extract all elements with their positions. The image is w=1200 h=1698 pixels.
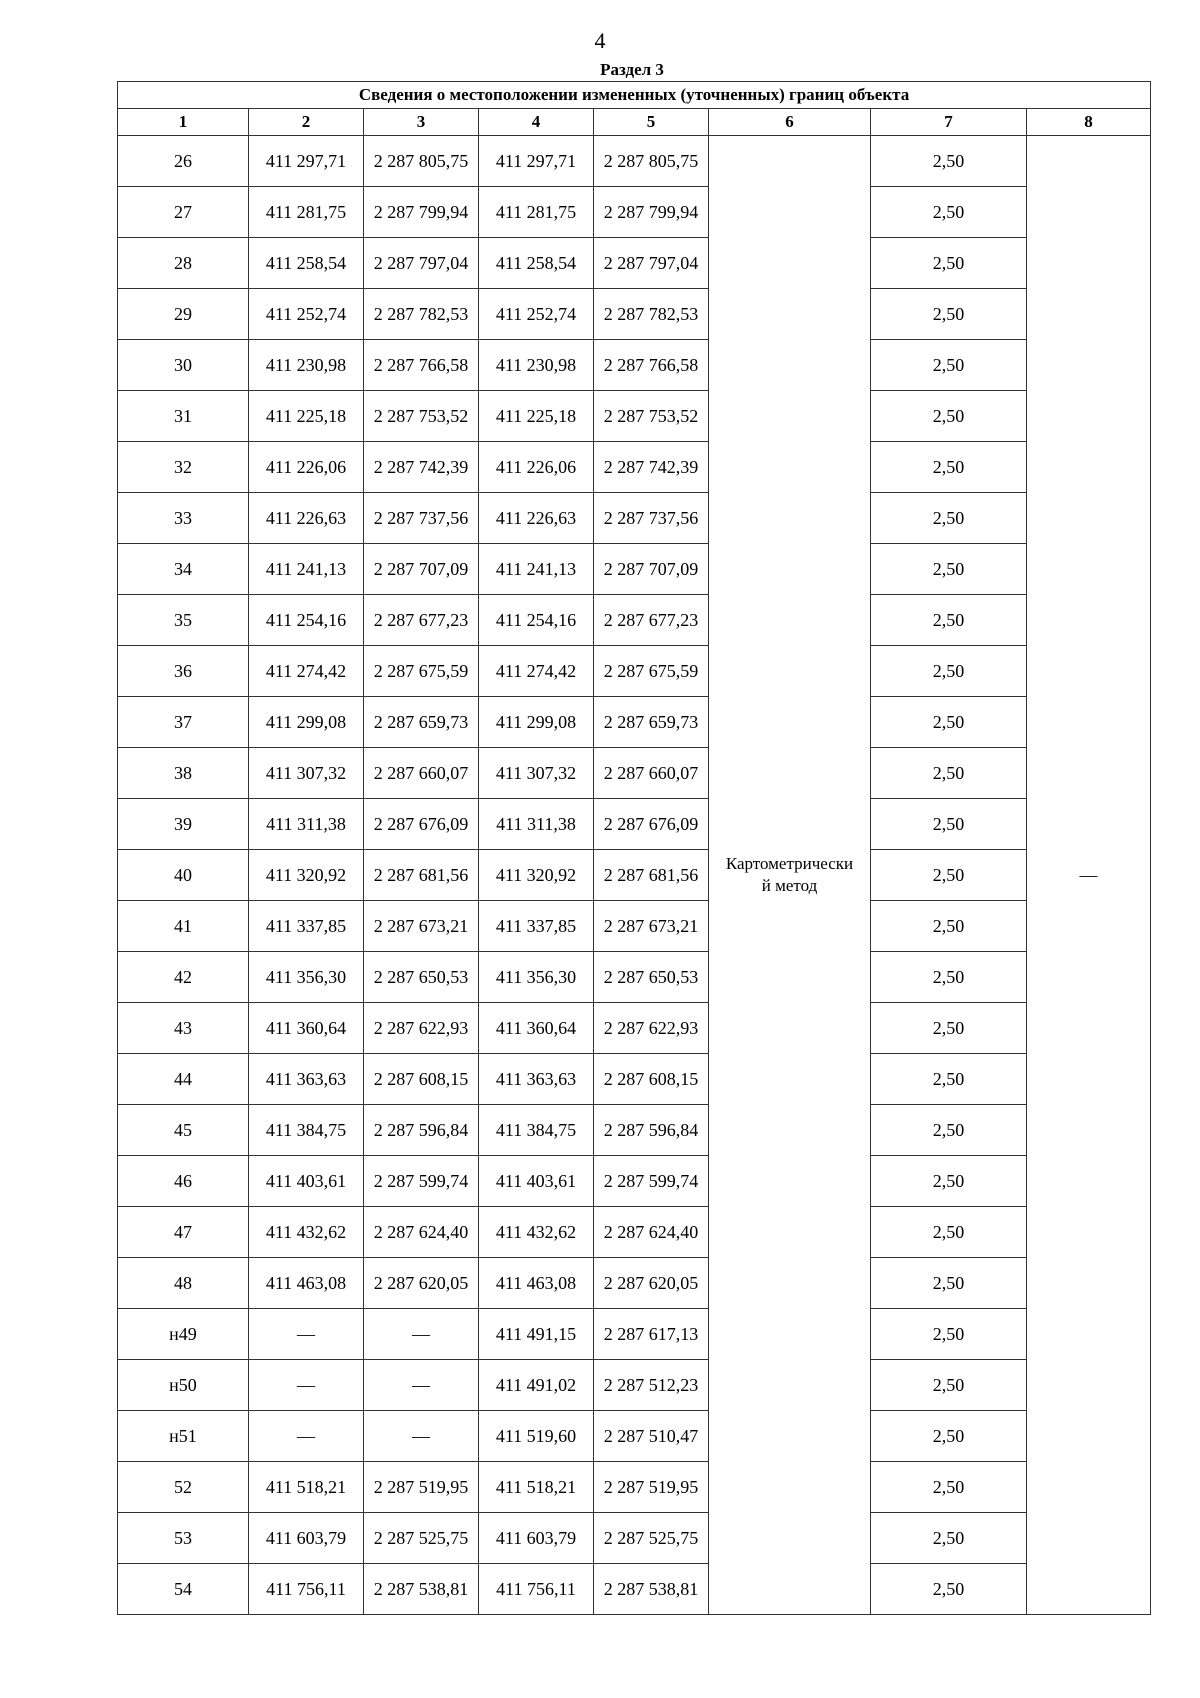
accuracy-cell: 2,50 — [871, 748, 1027, 799]
point-number-cell: 26 — [118, 136, 249, 187]
point-number-cell: 48 — [118, 1258, 249, 1309]
table-row — [118, 1258, 1151, 1309]
table-row — [118, 442, 1151, 493]
new-x-cell: 411 756,11 — [479, 1564, 594, 1615]
point-number-cell: н51 — [118, 1411, 249, 1462]
old-x-cell: 411 254,16 — [249, 595, 364, 646]
accuracy-cell: 2,50 — [871, 1309, 1027, 1360]
accuracy-cell: 2,50 — [871, 289, 1027, 340]
old-y-cell: — — [364, 1309, 479, 1360]
new-x-cell: 411 297,71 — [479, 136, 594, 187]
new-x-cell: 411 491,02 — [479, 1360, 594, 1411]
old-x-cell: — — [249, 1309, 364, 1360]
old-x-cell: 411 360,64 — [249, 1003, 364, 1054]
new-x-cell: 411 226,06 — [479, 442, 594, 493]
accuracy-cell: 2,50 — [871, 1513, 1027, 1564]
old-y-cell: 2 287 805,75 — [364, 136, 479, 187]
new-x-cell: 411 274,42 — [479, 646, 594, 697]
new-y-cell: 2 287 681,56 — [594, 850, 709, 901]
new-y-cell: 2 287 742,39 — [594, 442, 709, 493]
accuracy-cell: 2,50 — [871, 952, 1027, 1003]
point-number-cell: 43 — [118, 1003, 249, 1054]
table-row — [118, 1054, 1151, 1105]
table-row — [118, 1411, 1151, 1462]
old-x-cell: 411 356,30 — [249, 952, 364, 1003]
accuracy-cell: 2,50 — [871, 442, 1027, 493]
accuracy-cell: 2,50 — [871, 493, 1027, 544]
table-row — [118, 1309, 1151, 1360]
point-number-cell: 42 — [118, 952, 249, 1003]
column-number: 8 — [1027, 109, 1151, 136]
old-y-cell: 2 287 596,84 — [364, 1105, 479, 1156]
table-row — [118, 595, 1151, 646]
new-x-cell: 411 311,38 — [479, 799, 594, 850]
old-x-cell: — — [249, 1411, 364, 1462]
old-x-cell: 411 403,61 — [249, 1156, 364, 1207]
table-row — [118, 340, 1151, 391]
new-x-cell: 411 491,15 — [479, 1309, 594, 1360]
old-x-cell: 411 384,75 — [249, 1105, 364, 1156]
new-y-cell: 2 287 799,94 — [594, 187, 709, 238]
column-number: 7 — [871, 109, 1027, 136]
old-y-cell: 2 287 622,93 — [364, 1003, 479, 1054]
old-y-cell: 2 287 766,58 — [364, 340, 479, 391]
old-x-cell: 411 274,42 — [249, 646, 364, 697]
column-number: 2 — [249, 109, 364, 136]
accuracy-cell: 2,50 — [871, 595, 1027, 646]
point-number-cell: 28 — [118, 238, 249, 289]
new-x-cell: 411 258,54 — [479, 238, 594, 289]
table-row — [118, 697, 1151, 748]
point-number-cell: 45 — [118, 1105, 249, 1156]
point-number-cell: 34 — [118, 544, 249, 595]
accuracy-cell: 2,50 — [871, 646, 1027, 697]
new-y-cell: 2 287 660,07 — [594, 748, 709, 799]
old-x-cell: 411 307,32 — [249, 748, 364, 799]
table-row — [118, 952, 1151, 1003]
new-y-cell: 2 287 676,09 — [594, 799, 709, 850]
old-x-cell: 411 518,21 — [249, 1462, 364, 1513]
old-x-cell: 411 463,08 — [249, 1258, 364, 1309]
accuracy-cell: 2,50 — [871, 1003, 1027, 1054]
new-y-cell: 2 287 805,75 — [594, 136, 709, 187]
table-row — [118, 1207, 1151, 1258]
old-x-cell: 411 432,62 — [249, 1207, 364, 1258]
old-y-cell: 2 287 525,75 — [364, 1513, 479, 1564]
accuracy-cell: 2,50 — [871, 544, 1027, 595]
point-number-cell: 47 — [118, 1207, 249, 1258]
old-y-cell: 2 287 677,23 — [364, 595, 479, 646]
old-x-cell: 411 281,75 — [249, 187, 364, 238]
new-y-cell: 2 287 673,21 — [594, 901, 709, 952]
table-row — [118, 238, 1151, 289]
table-row — [118, 748, 1151, 799]
point-number-cell: 53 — [118, 1513, 249, 1564]
new-x-cell: 411 384,75 — [479, 1105, 594, 1156]
old-x-cell: 411 603,79 — [249, 1513, 364, 1564]
column-number: 6 — [709, 109, 871, 136]
point-number-cell: 38 — [118, 748, 249, 799]
accuracy-cell: 2,50 — [871, 1258, 1027, 1309]
old-y-cell: — — [364, 1360, 479, 1411]
point-number-cell: 31 — [118, 391, 249, 442]
old-y-cell: 2 287 799,94 — [364, 187, 479, 238]
accuracy-cell: 2,50 — [871, 1054, 1027, 1105]
old-x-cell: 411 756,11 — [249, 1564, 364, 1615]
column-number: 3 — [364, 109, 479, 136]
new-x-cell: 411 337,85 — [479, 901, 594, 952]
new-x-cell: 411 363,63 — [479, 1054, 594, 1105]
new-x-cell: 411 307,32 — [479, 748, 594, 799]
old-y-cell: 2 287 538,81 — [364, 1564, 479, 1615]
new-x-cell: 411 230,98 — [479, 340, 594, 391]
point-number-cell: 44 — [118, 1054, 249, 1105]
new-x-cell: 411 252,74 — [479, 289, 594, 340]
new-x-cell: 411 518,21 — [479, 1462, 594, 1513]
column8-cell: — — [1027, 136, 1151, 1615]
table-row — [118, 1003, 1151, 1054]
old-y-cell: 2 287 797,04 — [364, 238, 479, 289]
new-x-cell: 411 299,08 — [479, 697, 594, 748]
new-x-cell: 411 463,08 — [479, 1258, 594, 1309]
old-x-cell: 411 225,18 — [249, 391, 364, 442]
old-x-cell: 411 363,63 — [249, 1054, 364, 1105]
new-y-cell: 2 287 622,93 — [594, 1003, 709, 1054]
table-row — [118, 1105, 1151, 1156]
old-x-cell: 411 337,85 — [249, 901, 364, 952]
old-x-cell: 411 320,92 — [249, 850, 364, 901]
point-number-cell: 41 — [118, 901, 249, 952]
old-x-cell: 411 258,54 — [249, 238, 364, 289]
point-number-cell: 32 — [118, 442, 249, 493]
new-y-cell: 2 287 766,58 — [594, 340, 709, 391]
table-row — [118, 391, 1151, 442]
accuracy-cell: 2,50 — [871, 340, 1027, 391]
old-y-cell: 2 287 737,56 — [364, 493, 479, 544]
new-x-cell: 411 432,62 — [479, 1207, 594, 1258]
old-y-cell: 2 287 681,56 — [364, 850, 479, 901]
new-x-cell: 411 356,30 — [479, 952, 594, 1003]
table-row — [118, 850, 1151, 901]
new-x-cell: 411 254,16 — [479, 595, 594, 646]
new-x-cell: 411 519,60 — [479, 1411, 594, 1462]
new-y-cell: 2 287 650,53 — [594, 952, 709, 1003]
new-y-cell: 2 287 599,74 — [594, 1156, 709, 1207]
method-cell — [709, 136, 871, 1615]
old-y-cell: 2 287 624,40 — [364, 1207, 479, 1258]
new-y-cell: 2 287 538,81 — [594, 1564, 709, 1615]
new-y-cell: 2 287 707,09 — [594, 544, 709, 595]
new-y-cell: 2 287 525,75 — [594, 1513, 709, 1564]
table-body — [118, 136, 1151, 1615]
accuracy-cell: 2,50 — [871, 1360, 1027, 1411]
accuracy-cell: 2,50 — [871, 799, 1027, 850]
accuracy-cell: 2,50 — [871, 1156, 1027, 1207]
table-row — [118, 1360, 1151, 1411]
method-text-line1: Картометрически — [725, 854, 854, 873]
old-y-cell: 2 287 673,21 — [364, 901, 479, 952]
new-y-cell: 2 287 753,52 — [594, 391, 709, 442]
point-number-cell: 46 — [118, 1156, 249, 1207]
new-y-cell: 2 287 620,05 — [594, 1258, 709, 1309]
accuracy-cell: 2,50 — [871, 238, 1027, 289]
point-number-cell: н49 — [118, 1309, 249, 1360]
table-row — [118, 799, 1151, 850]
table-row — [118, 1513, 1151, 1564]
old-x-cell: — — [249, 1360, 364, 1411]
accuracy-cell: 2,50 — [871, 1564, 1027, 1615]
table-row — [118, 544, 1151, 595]
table-row — [118, 289, 1151, 340]
accuracy-cell: 2,50 — [871, 187, 1027, 238]
point-number-cell: 35 — [118, 595, 249, 646]
new-y-cell: 2 287 617,13 — [594, 1309, 709, 1360]
new-y-cell: 2 287 624,40 — [594, 1207, 709, 1258]
new-y-cell: 2 287 608,15 — [594, 1054, 709, 1105]
accuracy-cell: 2,50 — [871, 1207, 1027, 1258]
new-x-cell: 411 226,63 — [479, 493, 594, 544]
old-y-cell: 2 287 753,52 — [364, 391, 479, 442]
old-y-cell: 2 287 608,15 — [364, 1054, 479, 1105]
table-row — [118, 1462, 1151, 1513]
accuracy-cell: 2,50 — [871, 850, 1027, 901]
accuracy-cell: 2,50 — [871, 391, 1027, 442]
new-x-cell: 411 360,64 — [479, 1003, 594, 1054]
accuracy-cell: 2,50 — [871, 1462, 1027, 1513]
new-y-cell: 2 287 737,56 — [594, 493, 709, 544]
new-y-cell: 2 287 596,84 — [594, 1105, 709, 1156]
point-number-cell: н50 — [118, 1360, 249, 1411]
old-x-cell: 411 241,13 — [249, 544, 364, 595]
accuracy-cell: 2,50 — [871, 1105, 1027, 1156]
new-y-cell: 2 287 797,04 — [594, 238, 709, 289]
old-y-cell: 2 287 519,95 — [364, 1462, 479, 1513]
method-text-line2: й метод — [761, 876, 818, 895]
table-row — [118, 136, 1151, 187]
new-y-cell: 2 287 659,73 — [594, 697, 709, 748]
new-y-cell: 2 287 519,95 — [594, 1462, 709, 1513]
section-title: Раздел 3 — [600, 60, 664, 79]
table-row — [118, 1156, 1151, 1207]
old-y-cell: 2 287 742,39 — [364, 442, 479, 493]
point-number-cell: 37 — [118, 697, 249, 748]
old-x-cell: 411 226,63 — [249, 493, 364, 544]
old-x-cell: 411 230,98 — [249, 340, 364, 391]
table-caption: Сведения о местоположении измененных (уточненных) границ объекта — [118, 82, 1151, 109]
new-x-cell: 411 241,13 — [479, 544, 594, 595]
new-x-cell: 411 320,92 — [479, 850, 594, 901]
new-x-cell: 411 603,79 — [479, 1513, 594, 1564]
table-row — [118, 1564, 1151, 1615]
new-x-cell: 411 281,75 — [479, 187, 594, 238]
old-y-cell: 2 287 650,53 — [364, 952, 479, 1003]
table-row — [118, 646, 1151, 697]
old-x-cell: 411 311,38 — [249, 799, 364, 850]
column-number: 4 — [479, 109, 594, 136]
old-y-cell: 2 287 620,05 — [364, 1258, 479, 1309]
old-y-cell: 2 287 660,07 — [364, 748, 479, 799]
table-row — [118, 901, 1151, 952]
old-x-cell: 411 297,71 — [249, 136, 364, 187]
new-x-cell: 411 225,18 — [479, 391, 594, 442]
point-number-cell: 33 — [118, 493, 249, 544]
old-x-cell: 411 252,74 — [249, 289, 364, 340]
point-number-cell: 54 — [118, 1564, 249, 1615]
point-number-cell: 27 — [118, 187, 249, 238]
column-number: 1 — [118, 109, 249, 136]
new-y-cell: 2 287 677,23 — [594, 595, 709, 646]
accuracy-cell: 2,50 — [871, 1411, 1027, 1462]
coordinates-table — [117, 81, 1151, 1615]
page-number: 4 — [594, 28, 606, 53]
table-row — [118, 493, 1151, 544]
point-number-cell: 29 — [118, 289, 249, 340]
accuracy-cell: 2,50 — [871, 901, 1027, 952]
point-number-cell: 30 — [118, 340, 249, 391]
new-y-cell: 2 287 675,59 — [594, 646, 709, 697]
point-number-cell: 40 — [118, 850, 249, 901]
point-number-cell: 36 — [118, 646, 249, 697]
old-x-cell: 411 226,06 — [249, 442, 364, 493]
new-y-cell: 2 287 510,47 — [594, 1411, 709, 1462]
column-number: 5 — [594, 109, 709, 136]
old-y-cell: — — [364, 1411, 479, 1462]
old-y-cell: 2 287 675,59 — [364, 646, 479, 697]
old-y-cell: 2 287 782,53 — [364, 289, 479, 340]
table-row — [118, 187, 1151, 238]
point-number-cell: 52 — [118, 1462, 249, 1513]
column-number-row — [118, 109, 1151, 136]
new-y-cell: 2 287 782,53 — [594, 289, 709, 340]
old-y-cell: 2 287 676,09 — [364, 799, 479, 850]
old-y-cell: 2 287 659,73 — [364, 697, 479, 748]
old-y-cell: 2 287 599,74 — [364, 1156, 479, 1207]
new-x-cell: 411 403,61 — [479, 1156, 594, 1207]
old-x-cell: 411 299,08 — [249, 697, 364, 748]
accuracy-cell: 2,50 — [871, 136, 1027, 187]
old-y-cell: 2 287 707,09 — [364, 544, 479, 595]
new-y-cell: 2 287 512,23 — [594, 1360, 709, 1411]
accuracy-cell: 2,50 — [871, 697, 1027, 748]
point-number-cell: 39 — [118, 799, 249, 850]
